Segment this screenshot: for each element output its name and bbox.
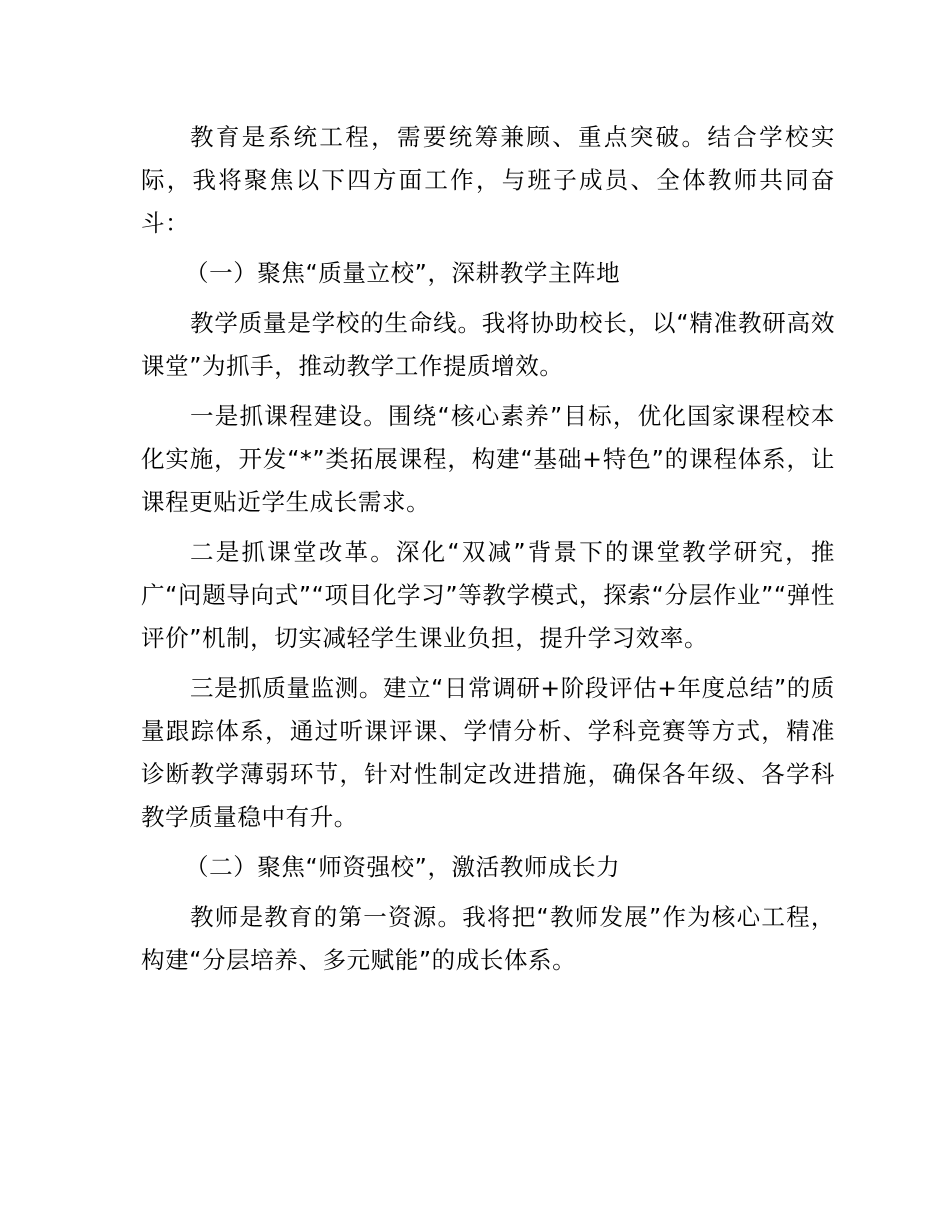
curriculum-paragraph: 一是抓课程建设。围绕“核心素养”目标，优化国家课程校本化实施，开发“*”类拓展课程，构建“基础+特色”的课程体系，让课程更贴近学生成长需求。 — [141, 402, 835, 516]
section-heading-quality: （一）聚焦“质量立校”，深耕教学主阵地 — [185, 259, 621, 287]
intro-paragraph: 教育是系统工程，需要统筹兼顾、重点突破。结合学校实际，我将聚焦以下四方面工作，与班子成员、全体教师共同奋斗： — [141, 123, 835, 237]
quality-intro-paragraph: 教学质量是学校的生命线。我将协助校长，以“精准教研高效课堂”为抓手，推动教学工作提质增效。 — [141, 309, 835, 380]
quality-monitoring-paragraph: 三是抓质量监测。建立“日常调研+阶段评估+年度总结”的质量跟踪体系，通过听课评课、学情分析、学科竞赛等方式，精准诊断教学薄弱环节，针对性制定改进措施，确保各年级、各学科教学质量稳中有升。 — [141, 674, 835, 831]
teachers-intro-paragraph: 教师是教育的第一资源。我将把“教师发展”作为核心工程，构建“分层培养、多元赋能”的成长体系。 — [141, 903, 835, 974]
classroom-reform-paragraph: 二是抓课堂改革。深化“双减”背景下的课堂教学研究，推广“问题导向式”“项目化学习”等教学模式，探索“分层作业”“弹性评价”机制，切实减轻学生课业负担，提升学习效率。 — [141, 538, 835, 652]
document-body — [141, 116, 835, 982]
section-heading-teachers: （二）聚焦“师资强校”，激活教师成长力 — [185, 853, 621, 881]
